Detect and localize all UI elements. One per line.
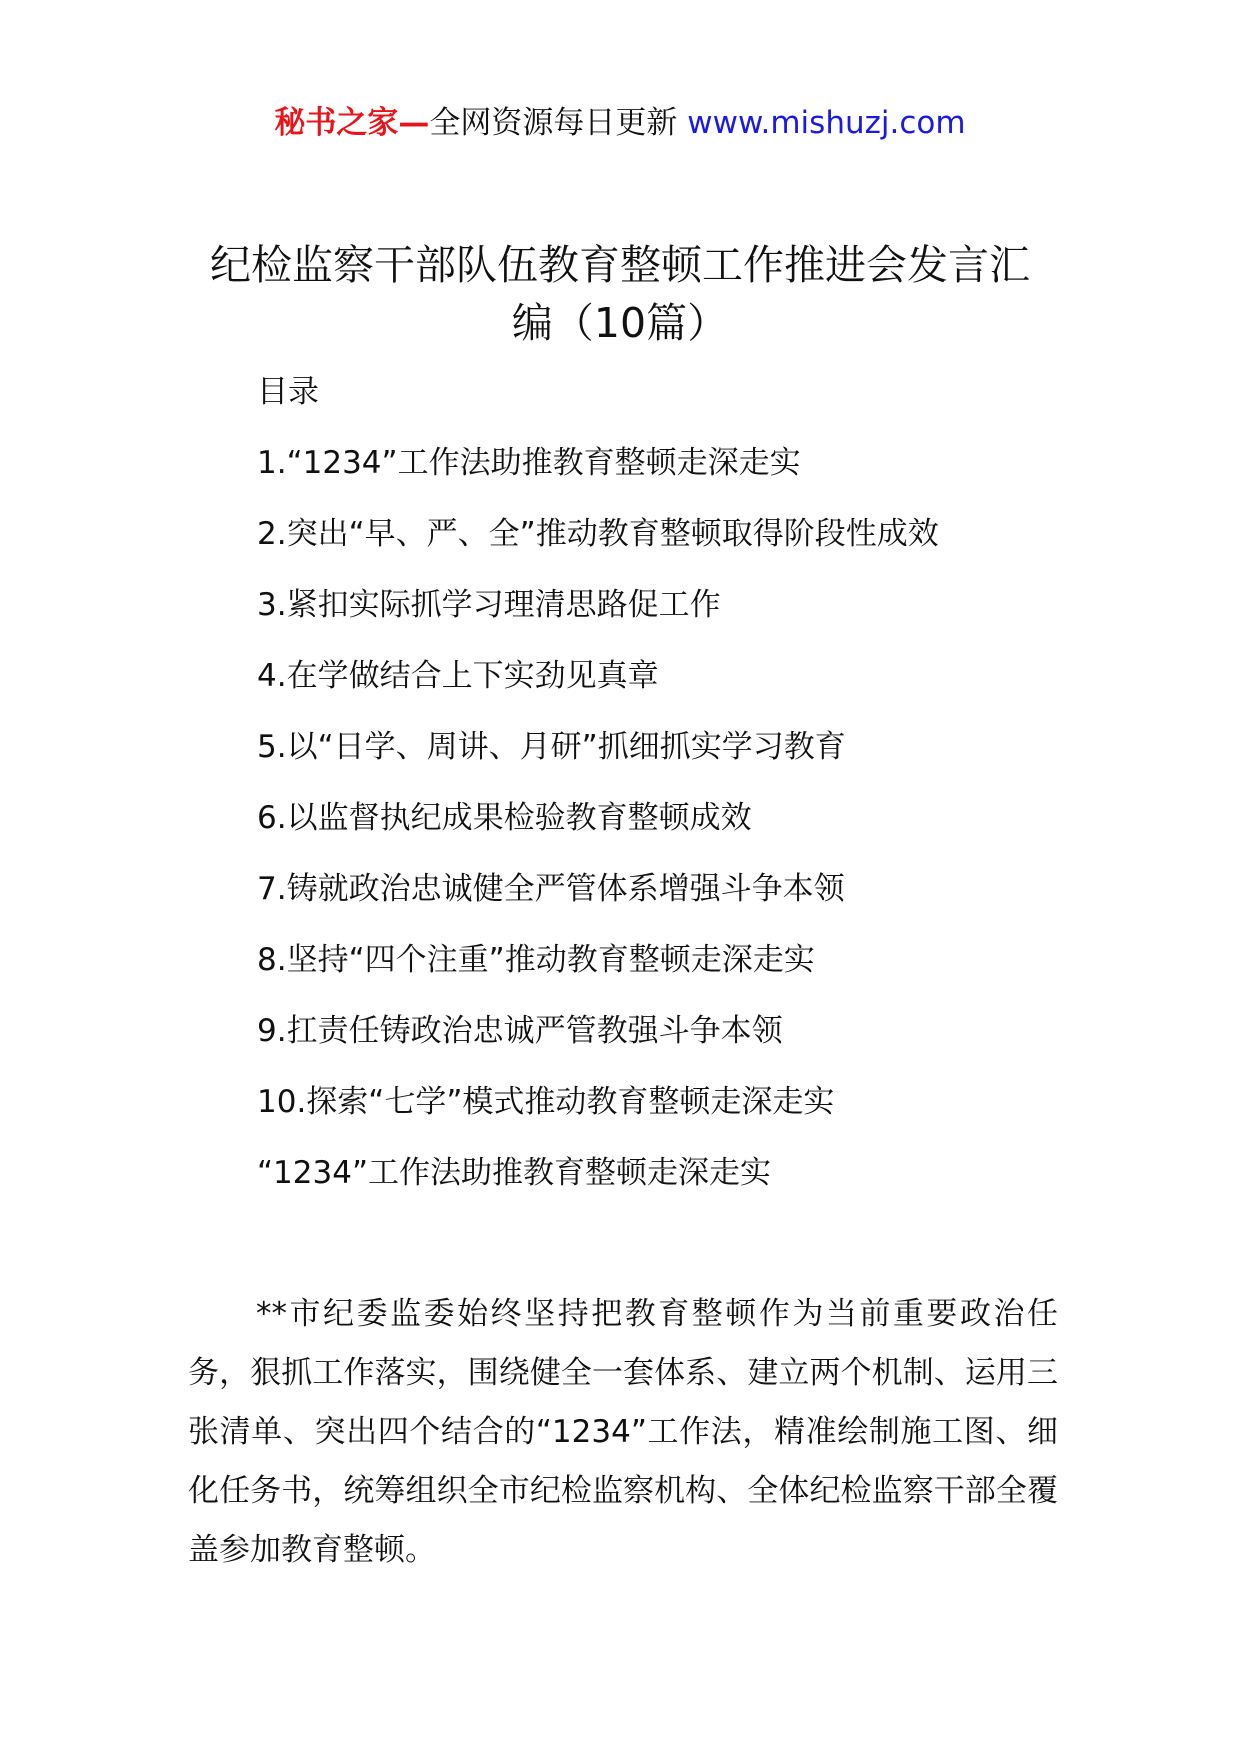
body-text xyxy=(188,1285,1058,1580)
toc-item: 6.以监督执纪成果检验教育整顿成效 xyxy=(257,800,752,836)
brand-name: 秘书之家 xyxy=(274,105,399,141)
document-title: 纪检监察干部队伍教育整顿工作推进会发言汇编（10篇） xyxy=(210,241,1030,347)
toc-item: 3.紧扣实际抓学习理清思路促工作 xyxy=(257,587,721,623)
toc-item: 4.在学做结合上下实劲见真章 xyxy=(257,658,659,694)
body-paragraph: **市纪委监委始终坚持把教育整顿作为当前重要政治任务，狠抓工作落实，围绕健全一套体系、建立两个机制、运用三张清单、突出四个结合的“1234”工作法，精准绘制施工图、细化任务书，统筹组织全市纪检监察机构、全体纪检监察干部全覆盖参加教育整顿。 xyxy=(188,1296,1058,1568)
toc-item: 10.探索“七学”模式推动教育整顿走深走实 xyxy=(257,1084,835,1120)
page-header xyxy=(0,101,1240,145)
header-dash: — xyxy=(398,105,430,141)
header-tagline: 全网资源每日更新 xyxy=(429,105,678,141)
toc-item: 2.突出“早、严、全”推动教育整顿取得阶段性成效 xyxy=(257,516,939,552)
toc-item: 8.坚持“四个注重”推动教育整顿走深走实 xyxy=(257,942,815,978)
toc-item: 5.以“日学、周讲、月研”抓细抓实学习教育 xyxy=(257,729,846,765)
site-url-link[interactable]: www.mishuzj.com xyxy=(687,105,966,141)
toc-item: 1.“1234”工作法助推教育整顿走深走实 xyxy=(257,445,801,481)
toc-heading: 目录 xyxy=(257,374,319,410)
toc-item: 7.铸就政治忠诚健全严管体系增强斗争本领 xyxy=(257,871,845,907)
table-of-contents xyxy=(257,370,1157,1222)
toc-item: 9.扛责任铸政治忠诚严管教强斗争本领 xyxy=(257,1013,783,1049)
section-title: “1234”工作法助推教育整顿走深走实 xyxy=(257,1155,772,1191)
